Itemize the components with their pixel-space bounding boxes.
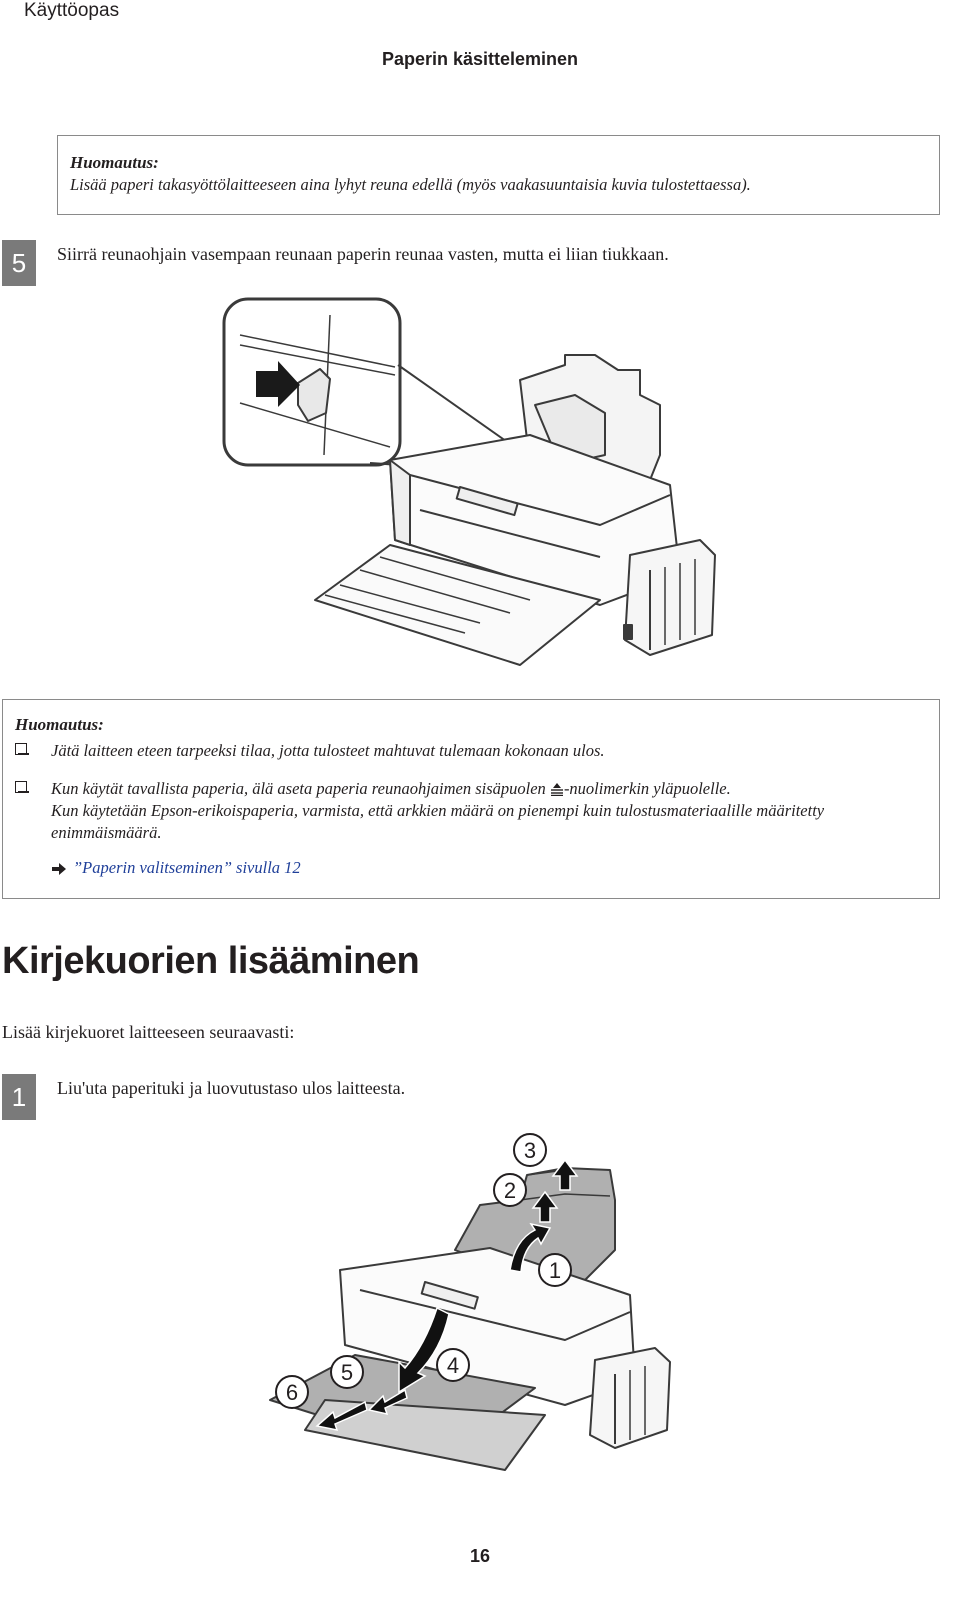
- note-box-2: [2, 699, 940, 899]
- arrow-right-icon: [51, 862, 67, 876]
- checkbox-bullet-icon: [15, 781, 27, 793]
- page-number: 16: [469, 1546, 491, 1566]
- step-number-badge: 5: [2, 240, 36, 286]
- step-text: Siirrä reunaohjain vasempaan reunaan paperin reunaa vasten, mutta ei liian tiukkaan.: [57, 244, 669, 264]
- callout-label: 5: [340, 1360, 354, 1385]
- callout-label: 3: [523, 1138, 537, 1163]
- step-text: Liu'uta paperituki ja luovutustaso ulos laitteesta.: [57, 1078, 406, 1098]
- bullet-text: Kun käytät tavallista paperia, älä aseta paperia reunaohjaimen sisäpuolen: [51, 779, 546, 798]
- callout-label: 1: [548, 1258, 562, 1283]
- bullet-text-continued: -nuolimerkin yläpuolelle.: [563, 779, 731, 798]
- paper-limit-mark-icon: [550, 782, 564, 796]
- callout-label: 2: [503, 1178, 517, 1203]
- step-number-badge: 1: [2, 1074, 36, 1120]
- xref-page[interactable]: sivulla 12: [236, 858, 301, 877]
- callout-label: 6: [285, 1380, 299, 1405]
- printer-extend-support-figure: [265, 1130, 685, 1480]
- note-text: Lisää paperi takasyöttölaitteeseen aina lyhyt reuna edellä (myös vaakasuuntaisia kuvia tulostettaessa).: [70, 175, 751, 194]
- note-bullet: [15, 740, 927, 762]
- section-title: Paperin käsitteleminen: [381, 49, 579, 69]
- callout-label: 4: [446, 1353, 460, 1378]
- note-bullet: [15, 778, 927, 844]
- section-heading: Kirjekuorien lisääminen: [2, 940, 420, 982]
- note-box-1: [57, 135, 940, 215]
- xref-link[interactable]: ”Paperin valitseminen”: [73, 858, 233, 877]
- note-heading: Huomautus:: [70, 153, 159, 172]
- running-head: Käyttöopas: [24, 0, 120, 21]
- intro-text: Lisää kirjekuoret laitteeseen seuraavasti:: [2, 1022, 295, 1042]
- checkbox-bullet-icon: [15, 743, 27, 755]
- printer-edge-guide-figure: [220, 295, 730, 685]
- bullet-text: Jätä laitteen eteen tarpeeksi tilaa, jotta tulosteet mahtuvat tulemaan kokonaan ulos.: [51, 741, 605, 760]
- bullet-text-extra: Kun käytetään Epson-erikoispaperia, varmista, että arkkien määrä on pienempi kuin tulostusmateriaalille määritetty enimmäismäärä.: [51, 801, 825, 842]
- note-heading: Huomautus:: [15, 715, 104, 734]
- cross-reference[interactable]: [15, 858, 927, 878]
